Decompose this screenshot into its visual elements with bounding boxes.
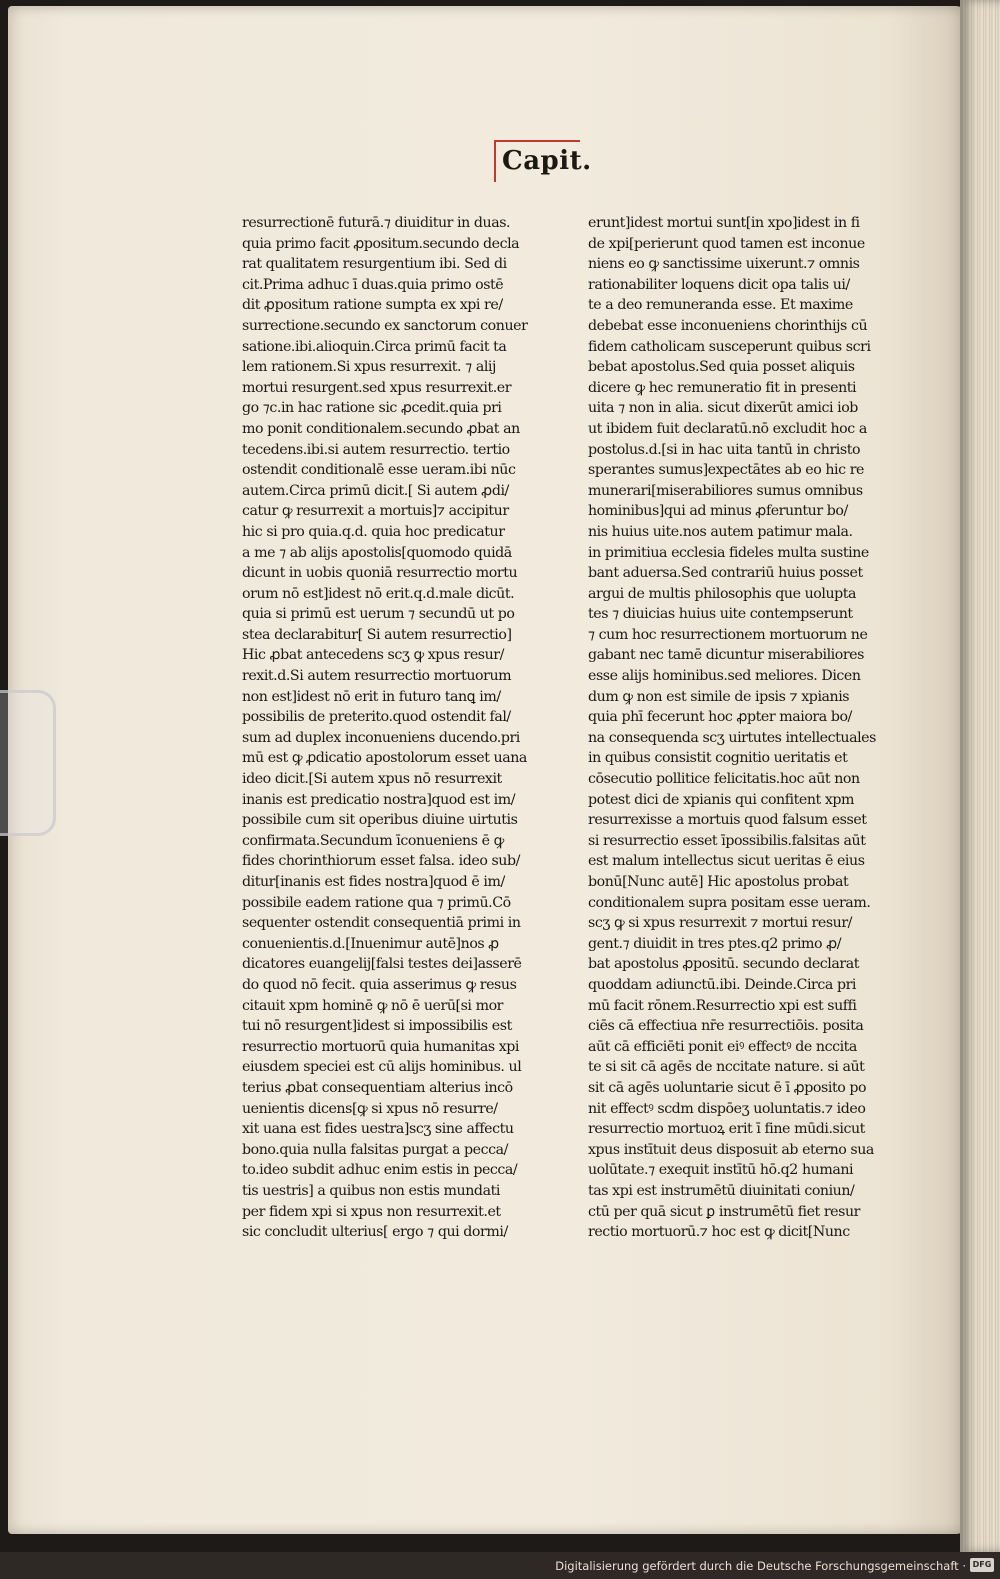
text-line: confirmata.Secundum īconueniens ē ꝙ <box>242 832 504 849</box>
text-line: sequenter ostendit consequentiā primi in <box>242 915 521 932</box>
text-line: aūt cā efficiēti ponit eiꝰ effectꝰ de nccita <box>588 1038 857 1055</box>
text-line: nis huius uite.nos autem patimur mala. <box>588 523 853 540</box>
text-line: te a deo remuneranda esse. Et maxime <box>588 297 853 314</box>
text-line: rexit.d.Si autem resurrectio mortuorum <box>242 668 512 685</box>
text-line: go ⁊c.in hac ratione sic ꝓcedit.quia pri <box>242 400 502 417</box>
dfg-logo-icon: DFG <box>970 1558 994 1572</box>
text-line: ctū per quā sicut ꝑ instrumētū fiet resur <box>588 1203 860 1220</box>
text-line: scʒ ꝙ si xpus resurrexit ⁊ mortui resur/ <box>588 915 853 932</box>
text-line: bat apostolus ꝓpositū. secundo declarat <box>588 956 859 973</box>
text-line: fides chorinthiorum esset falsa. ideo sub/ <box>242 853 520 870</box>
text-line: si resurrectio esset īpossibilis.falsitas aūt <box>588 832 866 849</box>
text-line: uolūtate.⁊ exequit instītū hō.q2 humani <box>588 1162 854 1179</box>
text-line: quia primo facit ꝓpositum.secundo decla <box>242 235 520 252</box>
text-line: possibile cum sit operibus diuine uirtutis <box>242 812 518 829</box>
text-line: cit.Prima adhuc ī duas.quia primo ostē <box>242 276 504 293</box>
text-line: conuenientis.d.[Inuenimur autē]nos ꝓ <box>242 935 499 952</box>
text-line: citauit xpm hominē ꝙ nō ē uerū[si mor <box>242 997 503 1014</box>
text-line: potest dici de xpianis qui confitent xpm <box>588 791 855 808</box>
text-line: ciēs cā effectiua nr̄e resurrectiōis. posita <box>588 1018 864 1035</box>
text-line: in quibus consistit cognitio ueritatis et <box>588 750 848 767</box>
text-line: gent.⁊ diuidit in tres ptes.q2 primo ꝓ/ <box>588 935 842 952</box>
text-line: argui de multis philosophis que uolupta <box>588 585 857 602</box>
text-line: te si sit cā agēs de nccitate nature. si aūt <box>588 1059 865 1076</box>
text-line: tas xpi est instrumētū diuinitati coniun/ <box>588 1182 855 1199</box>
text-line: to.ideo subdit adhuc enim estis in pecca/ <box>242 1162 518 1179</box>
text-line: na consequenda scʒ uirtutes intellectuales <box>588 729 876 746</box>
text-line: sic concludit ulterius[ ergo ⁊ qui dormi/ <box>242 1224 508 1241</box>
text-line: dum ꝙ non est simile de ipsis ⁊ xpianis <box>588 688 850 705</box>
text-line: autem.Circa primū dicit.[ Si autem ꝓdi/ <box>242 482 509 499</box>
text-line: dicatores euangelij[falsi testes dei]asserē <box>242 956 522 973</box>
text-line: terius ꝓbat consequentiam alterius incō <box>242 1079 513 1096</box>
text-line: Hic ꝓbat antecedens scʒ ꝙ xpus resur/ <box>242 647 504 664</box>
text-line: hic si pro quia.q.d. quia hoc predicatur <box>242 523 505 540</box>
text-line: tis uestris] a quibus non estis mundati <box>242 1182 500 1199</box>
text-line: non est]idest nō erit in futuro tanꝗ im/ <box>242 688 501 705</box>
text-line: quoddam adiunctū.ibi. Deinde.Circa pri <box>588 976 856 993</box>
left-text-column <box>242 213 544 1243</box>
text-line: surrectione.secundo ex sanctorum conuer <box>242 317 528 334</box>
text-line: bono.quia nulla falsitas purgat a pecca/ <box>242 1141 508 1158</box>
text-line: tes ⁊ diuicias huius uite contempserunt <box>588 606 853 623</box>
text-line: resurrectio mortuorū quia humanitas xpi <box>242 1038 519 1055</box>
page-stack-edge <box>960 0 1000 1552</box>
text-line: mo ponit conditionalem.secundo ꝓbat an <box>242 420 520 437</box>
text-line: sum ad duplex inconueniens ducendo.pri <box>242 729 520 746</box>
text-line: niens eo ꝙ sanctissime uixerunt.⁊ omnis <box>588 256 860 273</box>
text-line: erunt]idest mortui sunt[in xpo]idest in fi <box>588 215 860 231</box>
text-line: ut ibidem fuit declaratū.nō excludit hoc a <box>588 420 867 437</box>
text-line: debebat esse inconueniens chorinthijs cū <box>588 317 868 334</box>
text-line: postolus.d.[si in hac uita tantū in christo <box>588 441 861 458</box>
text-line: uenientis dicens[ꝙ si xpus nō resurre/ <box>242 1100 498 1117</box>
footer-credit: Digitalisierung gefördert durch die Deutsche Forschungsgemeinschaft · <box>555 1559 966 1573</box>
text-line: dit ꝓpositum ratione sumpta ex xpi re/ <box>242 297 503 314</box>
text-line: orum nō est]idest nō erit.q.d.male dicūt. <box>242 585 515 602</box>
text-line: mū facit rōnem.Resurrectio xpi est suffi <box>588 997 857 1014</box>
book-page <box>8 6 966 1534</box>
text-line: cōsecutio pollitice felicitatis.hoc aūt non <box>588 771 860 788</box>
text-line: quia phī fecerunt hoc ꝓpter maiora bo/ <box>588 709 852 726</box>
text-line: uita ⁊ non in alia. sicut dixerūt amici iob <box>588 400 858 417</box>
chapter-heading: Capit. <box>494 140 580 182</box>
text-line: mortui resurgent.sed xpus resurrexit.er <box>242 379 512 396</box>
text-line: nit effectꝰ scdm dispōeʒ uoluntatis.⁊ ideo <box>588 1100 866 1117</box>
text-line: catur ꝙ resurrexit a mortuis]⁊ accipitur <box>242 503 509 520</box>
text-line: mū est ꝙ ꝓdicatio apostolorum esset uana <box>242 750 527 767</box>
text-line: rat qualitatem resurgentium ibi. Sed di <box>242 256 507 273</box>
text-line: resurrexisse a mortuis quod falsum esset <box>588 812 867 829</box>
text-line: gabant nec tamē dicuntur miserabiliores <box>588 647 864 664</box>
text-line: tui nō resurgent]idest si impossibilis est <box>242 1018 512 1035</box>
text-line: ditur[inanis est fides nostra]quod ē im/ <box>242 874 505 890</box>
text-line: ⁊ cum hoc resurrectionem mortuorum ne <box>588 626 868 643</box>
text-line: per fidem xpi si xpus non resurrexit.et <box>242 1203 501 1220</box>
text-line: bant aduersa.Sed contrariū huius posset <box>588 565 863 582</box>
text-line: ideo dicit.[Si autem xpus nō resurrexit <box>242 771 502 788</box>
text-line: hominibus]qui ad minus ꝓferuntur bo/ <box>588 503 848 520</box>
text-line: xpus instītuit deus disposuit ab eterno sua <box>588 1141 874 1158</box>
text-line: lem rationem.Si xpus resurrexit. ⁊ alij <box>242 359 496 376</box>
text-line: dicunt in uobis quoniā resurrectio mortu <box>242 565 518 582</box>
text-line: resurrectio mortuoꝝ erit ī fine mūdi.sicut <box>588 1121 865 1138</box>
text-line: tecedens.ibi.si autem resurrectio. tertio <box>242 441 510 458</box>
text-line: stea declarabitur[ Si autem resurrectio] <box>242 626 512 643</box>
text-line: do quod nō fecit. quia asserimus ꝙ resus <box>242 976 517 993</box>
text-line: rationabiliter loquens dicit opa talis ui/ <box>588 276 850 293</box>
digitization-footer <box>0 1552 1000 1579</box>
text-line: bebat apostolus.Sed quia posset aliquis <box>588 359 855 376</box>
text-line: xit uana est fides uestra]scʒ sine affectu <box>242 1121 514 1138</box>
text-line: munerari[miserabiliores sumus omnibus <box>588 482 863 499</box>
text-line: fidem catholicam susceperunt quibus scri <box>588 338 871 355</box>
text-line: de xpi[perierunt quod tamen est inconue <box>588 235 865 252</box>
text-line: bonū[Nunc autē] Hic apostolus probat <box>588 874 849 890</box>
right-text-column <box>588 213 888 1243</box>
text-line: in primitiua ecclesia fideles multa sustine <box>588 544 869 561</box>
text-line: dicere ꝙ hec remuneratio fit in presenti <box>588 379 857 396</box>
text-line: ostendit conditionalē esse ueram.ibi nūc <box>242 462 516 479</box>
text-line: sperantes sumus]expectātes ab eo hic re <box>588 462 864 479</box>
text-line: possibilis de preterito.quod ostendit fal/ <box>242 709 511 726</box>
text-line: rectio mortuorū.⁊ hoc est ꝙ dicit[Nunc <box>588 1224 850 1241</box>
page-clip <box>0 690 56 836</box>
text-line: possibile eadem ratione qua ⁊ primū.Cō <box>242 894 511 911</box>
text-line: est malum intellectus sicut ueritas ē eius <box>588 853 865 870</box>
text-line: conditionalem supra positam esse ueram. <box>588 894 871 911</box>
text-line: quia si primū est uerum ⁊ secundū ut po <box>242 606 515 623</box>
text-line: resurrectionē futurā.⁊ diuiditur in duas. <box>242 215 511 231</box>
text-line: eiusdem speciei est cū alijs hominibus. ul <box>242 1059 522 1076</box>
text-line: satione.ibi.alioquin.Circa primū facit ta <box>242 338 507 355</box>
text-line: sit cā agēs uoluntarie sicut ē ī ꝓposito po <box>588 1079 867 1096</box>
text-line: esse alijs hominibus.sed meliores. Dicen <box>588 668 861 685</box>
text-line: a me ⁊ ab alijs apostolis[quomodo quidā <box>242 544 512 561</box>
text-line: inanis est predicatio nostra]quod est im/ <box>242 791 516 808</box>
